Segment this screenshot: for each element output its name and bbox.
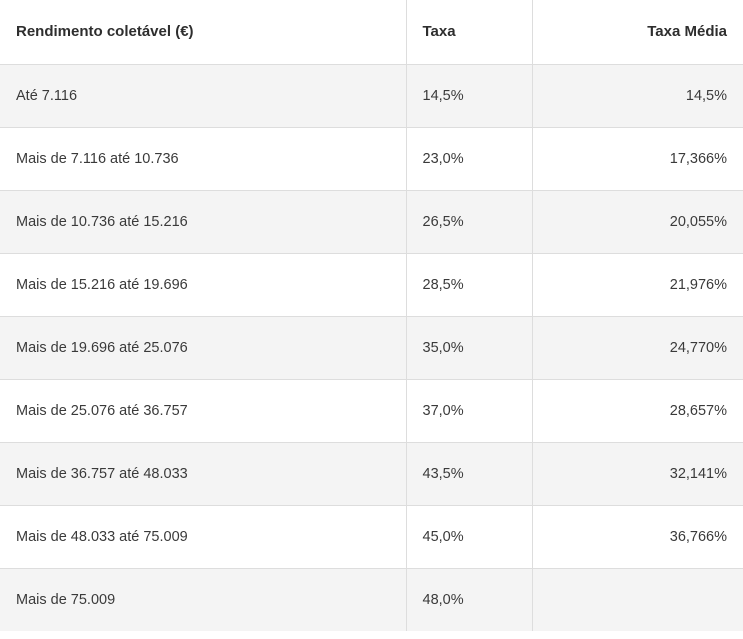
- table-row: [0, 505, 743, 568]
- table-row: [0, 190, 743, 253]
- cell-taxable-income: Mais de 36.757 até 48.033: [0, 442, 406, 505]
- column-header-average-rate: Taxa Média: [532, 0, 743, 64]
- table-row: [0, 379, 743, 442]
- table-header: [0, 0, 743, 64]
- cell-rate: 35,0%: [406, 316, 532, 379]
- cell-average-rate: [532, 568, 743, 631]
- cell-average-rate: 36,766%: [532, 505, 743, 568]
- cell-taxable-income: Mais de 75.009: [0, 568, 406, 631]
- table-row: [0, 64, 743, 127]
- cell-taxable-income: Mais de 48.033 até 75.009: [0, 505, 406, 568]
- cell-rate: 48,0%: [406, 568, 532, 631]
- table-row: [0, 442, 743, 505]
- cell-taxable-income: Até 7.116: [0, 64, 406, 127]
- table-row: [0, 127, 743, 190]
- cell-average-rate: 14,5%: [532, 64, 743, 127]
- cell-rate: 14,5%: [406, 64, 532, 127]
- cell-taxable-income: Mais de 10.736 até 15.216: [0, 190, 406, 253]
- cell-average-rate: 21,976%: [532, 253, 743, 316]
- cell-taxable-income: Mais de 25.076 até 36.757: [0, 379, 406, 442]
- table-row: [0, 253, 743, 316]
- table-body: [0, 64, 743, 631]
- cell-average-rate: 24,770%: [532, 316, 743, 379]
- cell-rate: 37,0%: [406, 379, 532, 442]
- cell-taxable-income: Mais de 19.696 até 25.076: [0, 316, 406, 379]
- table-row: [0, 316, 743, 379]
- cell-average-rate: 20,055%: [532, 190, 743, 253]
- cell-rate: 23,0%: [406, 127, 532, 190]
- table-header-row: [0, 0, 743, 64]
- cell-average-rate: 28,657%: [532, 379, 743, 442]
- column-header-rate: Taxa: [406, 0, 532, 64]
- cell-rate: 28,5%: [406, 253, 532, 316]
- cell-rate: 43,5%: [406, 442, 532, 505]
- cell-average-rate: 32,141%: [532, 442, 743, 505]
- column-header-taxable-income: Rendimento coletável (€): [0, 0, 406, 64]
- cell-rate: 45,0%: [406, 505, 532, 568]
- table-row: [0, 568, 743, 631]
- cell-average-rate: 17,366%: [532, 127, 743, 190]
- cell-taxable-income: Mais de 15.216 até 19.696: [0, 253, 406, 316]
- cell-rate: 26,5%: [406, 190, 532, 253]
- cell-taxable-income: Mais de 7.116 até 10.736: [0, 127, 406, 190]
